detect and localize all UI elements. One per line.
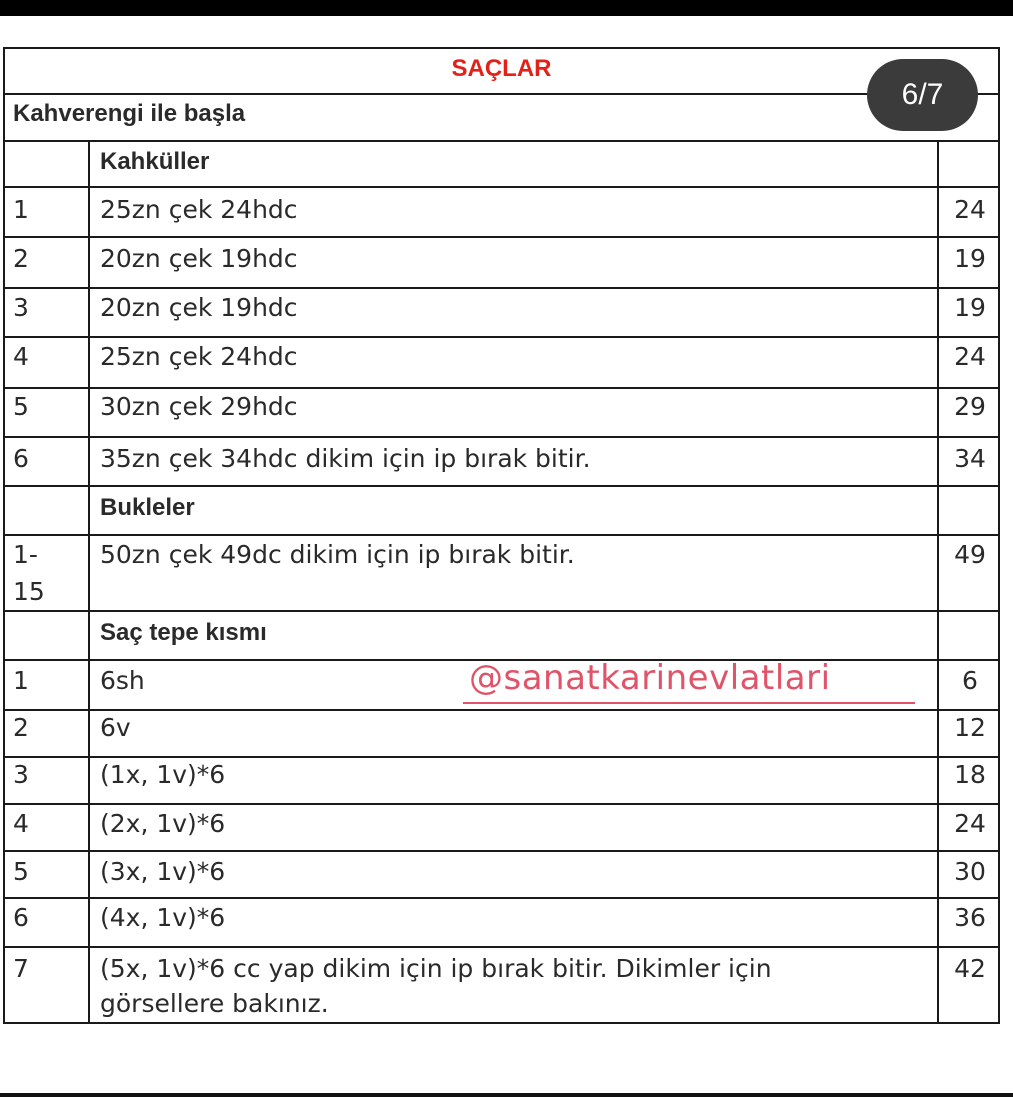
row-round: 4 xyxy=(13,809,29,838)
watermark-handle: @sanatkarinevlatlari xyxy=(469,658,831,698)
row-round: 2 xyxy=(13,713,29,742)
bottom-divider xyxy=(0,1093,1013,1097)
row-count: 30 xyxy=(954,857,986,886)
row-count: 19 xyxy=(954,293,986,322)
row-count: 42 xyxy=(954,954,986,983)
row-instruction: 20zn çek 19hdc xyxy=(100,244,298,273)
row-instruction: 35zn çek 34hdc dikim için ip bırak bitir. xyxy=(100,444,591,473)
row-count: 24 xyxy=(954,809,986,838)
row-count: 36 xyxy=(954,903,986,932)
row-instruction: (5x, 1v)*6 cc yap dikim için ip bırak bitir. Dikimler için xyxy=(100,954,772,983)
row-instruction: 6v xyxy=(100,713,131,742)
pattern-table xyxy=(3,47,1000,1024)
row-count: 6 xyxy=(962,666,978,695)
row-round: 5 xyxy=(13,857,29,886)
row-count: 29 xyxy=(954,392,986,421)
section-heading-bukleler: Bukleler xyxy=(100,494,195,521)
row-round: 6 xyxy=(13,444,29,473)
page-indicator-badge: 6/7 xyxy=(867,59,978,131)
row-round: 4 xyxy=(13,342,29,371)
row-round: 2 xyxy=(13,244,29,273)
row-count: 34 xyxy=(954,444,986,473)
row-instruction: 25zn çek 24hdc xyxy=(100,342,298,371)
row-instruction-continued: görsellere bakınız. xyxy=(100,989,329,1018)
row-round: 5 xyxy=(13,392,29,421)
row-round: 6 xyxy=(13,903,29,932)
row-round: 3 xyxy=(13,293,29,322)
section-heading-kahkuller: Kahküller xyxy=(100,148,210,175)
row-round: 1- xyxy=(13,540,38,569)
row-instruction: 6sh xyxy=(100,666,145,695)
row-round: 3 xyxy=(13,760,29,789)
row-round-continued: 15 xyxy=(13,577,45,606)
row-round: 1 xyxy=(13,666,29,695)
row-instruction: (2x, 1v)*6 xyxy=(100,809,226,838)
row-round: 7 xyxy=(13,954,29,983)
row-instruction: (3x, 1v)*6 xyxy=(100,857,226,886)
top-status-bar xyxy=(0,0,1013,16)
row-round: 1 xyxy=(13,195,29,224)
row-instruction: (4x, 1v)*6 xyxy=(100,903,226,932)
row-count: 24 xyxy=(954,342,986,371)
row-instruction: (1x, 1v)*6 xyxy=(100,760,226,789)
row-instruction: 30zn çek 29hdc xyxy=(100,392,298,421)
row-count: 19 xyxy=(954,244,986,273)
page-title: SAÇLAR xyxy=(451,55,552,82)
watermark-underline xyxy=(463,702,915,704)
start-note: Kahverengi ile başla xyxy=(13,100,246,127)
row-instruction: 50zn çek 49dc dikim için ip bırak bitir. xyxy=(100,540,575,569)
row-instruction: 25zn çek 24hdc xyxy=(100,195,298,224)
row-count: 12 xyxy=(954,713,986,742)
row-count: 49 xyxy=(954,540,986,569)
row-count: 18 xyxy=(954,760,986,789)
section-heading-sac-tepe: Saç tepe kısmı xyxy=(100,619,267,646)
row-instruction: 20zn çek 19hdc xyxy=(100,293,298,322)
row-count: 24 xyxy=(954,195,986,224)
